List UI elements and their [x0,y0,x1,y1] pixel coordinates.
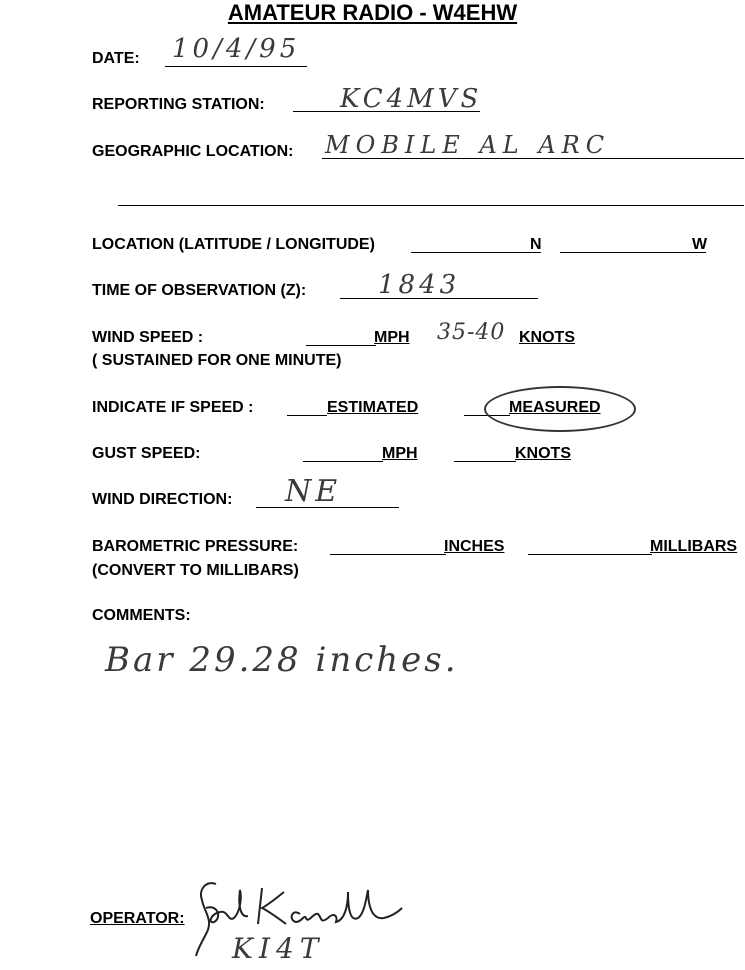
estimated-line [287,415,327,416]
baro-millibars-label: MILLIBARS [650,538,738,555]
wind-knots-label: KNOTS [519,329,575,346]
gust-knots-label: KNOTS [515,445,571,462]
direction-value[interactable]: NE [285,474,342,509]
time-label: TIME OF OBSERVATION (Z): [92,282,307,299]
wind-value[interactable]: 35-40 [437,320,506,345]
geo-value[interactable]: MOBILE AL ARC [325,131,611,159]
date-value[interactable]: 10/4/95 [172,34,301,64]
latlon-label: LOCATION (LATITUDE / LONGITUDE) [92,236,375,253]
station-label: REPORTING STATION: [92,96,265,113]
comments-label: COMMENTS: [92,607,191,624]
date-line [165,66,307,67]
comments-value[interactable]: Bar 29.28 inches. [105,640,459,680]
gust-mph-label: MPH [382,445,418,462]
geo-label: GEOGRAPHIC LOCATION: [92,143,294,160]
baro-label: BAROMETRIC PRESSURE: [92,538,299,555]
measured-option[interactable]: MEASURED [509,399,601,416]
lon-suffix: W [692,236,708,253]
geo-line-2 [118,205,744,206]
gust-mph-line [303,461,383,462]
direction-label: WIND DIRECTION: [92,491,233,508]
baro-inches-label: INCHES [444,538,505,555]
gust-knots-line [454,461,516,462]
baro-sub-label: (CONVERT TO MILLIBARS) [92,562,299,579]
wind-label: WIND SPEED : [92,329,204,346]
date-label: DATE: [92,50,140,67]
wind-sub-label: ( SUSTAINED FOR ONE MINUTE) [92,352,342,369]
operator-label: OPERATOR: [90,910,185,927]
lat-line [411,252,541,253]
baro-inches-line [330,554,446,555]
baro-mb-line [528,554,652,555]
operator-callsign: KI4T [232,932,325,965]
lat-suffix: N [530,236,542,253]
estimated-option[interactable]: ESTIMATED [327,399,419,416]
form-title: AMATEUR RADIO - W4EHW [227,0,518,25]
station-value[interactable]: KC4MVS [340,84,483,114]
indicate-label: INDICATE IF SPEED : [92,399,254,416]
selection-circle [484,386,636,432]
wind-mph-label: MPH [374,329,410,346]
time-value[interactable]: 1843 [378,270,461,300]
wind-mph-line [306,345,376,346]
lon-line [560,252,706,253]
gust-label: GUST SPEED: [92,445,201,462]
